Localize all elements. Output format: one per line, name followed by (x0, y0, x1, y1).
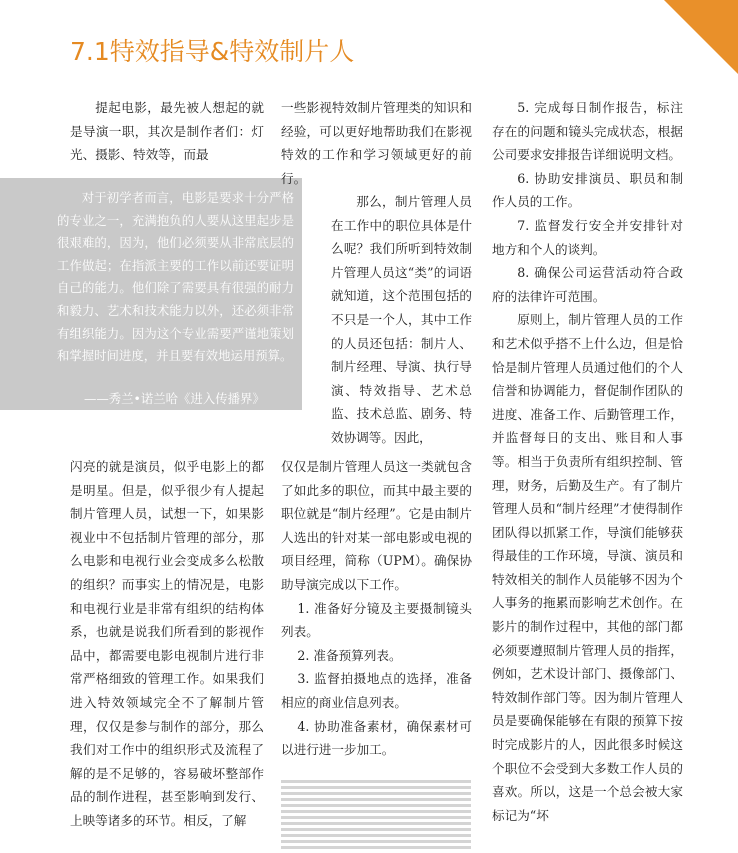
list-item: 1. 准备好分镜及主要摄制镜头列表。 (281, 600, 472, 640)
column-1-top (70, 96, 264, 167)
page-title: 7.1特效指导&特效制片人 (70, 37, 355, 66)
list-item: 3. 监督拍摄地点的选择，准备相应的商业信息列表。 (281, 671, 472, 710)
list-item: 8. 确保公司运营活动符合政府的法律许可范围。 (492, 265, 683, 304)
column-3 (492, 96, 683, 827)
decorative-lines (281, 780, 471, 850)
column-2-bottom (281, 455, 472, 762)
quote-attribution: ——秀兰•诺兰哈《进入传播界》 (84, 391, 265, 406)
column-2-paragraph-2: 那么，制片管理人员在工作中的职位具体是什么呢？我们所听到特效制片管理人员这“类”的词语就知道，这个范围包括的不只是一个人，其中工作的人员还包括：制片人、制片经理、导演、执行导演、特效指导、艺术总监、技术总监、剧务、特效协调等。因此， (331, 194, 472, 445)
list-item: 4. 协助准备素材，确保素材可以进行进一步加工。 (281, 718, 472, 758)
list-item: 2. 准备预算列表。 (297, 647, 402, 663)
quote-text: 对于初学者而言，电影是要求十分严格的专业之一，充满抱负的人要从这里起步是很艰难的，因为，他们必须要从非常底层的工作做起；在指派主要的工作以前还要证明自己的能力。他们除了需要具有很强的耐力和毅力、艺术和技术能力以外，还必须非常有组织能力。因为这个专业需要严谨地策划和掌握时间进度，并且要有效地运用预算。 (57, 190, 294, 364)
column-1-bottom (70, 455, 264, 833)
intro-paragraph-start: 提起电影，最先被人想起的就是导演一职，其次是制作者们：灯光、摄影、特效等，而最 (70, 100, 264, 163)
column-2-top (281, 96, 472, 190)
intro-paragraph-continued: 闪亮的就是演员，似乎电影上的都是明星。但是，似乎很少有人提起制片管理人员，试想一下，如果影视业中不包括制片管理的部分，那么电影和电视行业会变成多么松散的组织？而事实上的情况是，电影和电视行业是非常有组织的结构体系，也就是说我们所看到的影视作品中，都需要电影电视制片进行非常严格细致的管理工作。如果我们进入特效领域完全不了解制片管理，仅仅是参与制作的部分，那么我们对工作中的组织形式及流程了解的是不足够的，容易破坏整部作品的制作进程，甚至影响到发行、上映等诸多的环节。相反，了解 (70, 459, 264, 828)
list-item: 7. 监督发行安全并安排针对地方和个人的谈判。 (492, 217, 683, 257)
column-2-paragraph-3: 仅仅是制片管理人员这一类就包含了如此多的职位，而其中最主要的职位就是“制片经理”。它是由制片人选出的针对某一部电影或电视的项目经理，简称（UPM）。确保协助导演完成以下工作。 (281, 459, 472, 592)
column-3-paragraph: 原则上，制片管理人员的工作和艺术似乎搭不上什么边，但是恰恰是制片管理人员通过他们的个人信誉和协调能力，督促制作团队的进度、准备工作、后勤管理工作，并监督每日的支出、账目和人事等。相当于负责所有组织控制、管理，财务，后勤及生产。有了制片管理人员和“制片经理”才使得制作团队得以抓紧工作，导演们能够获得最佳的工作环境，导演、演员和特效相关的制作人员能够不因为个人事务的拖累而影响艺术创作。在影片的制作过程中，其他的部门都必须要遵照制片管理人员的指挥，例如，艺术设计部门、摄像部门、特效制作部门等。因为制片管理人员是要确保能够在有限的预算下按时完成影片的人，因此很多时候这个职位不会受到大多数工作人员的喜欢。所以，这是一个总会被大家标记为“坏 (492, 312, 683, 823)
column-2-paragraph-1: 一些影视特效制片管理类的知识和经验，可以更好地帮助我们在影视特效的工作和学习领域更好的前行。 (281, 100, 472, 186)
quote-text-block (57, 187, 294, 368)
corner-triangle-decoration (664, 0, 738, 74)
column-2-middle (331, 190, 472, 450)
list-item: 5. 完成每日制作报告，标注存在的问题和镜头完成状态，根据公司要求安排报告详细说明文档。 (492, 100, 683, 163)
list-item: 6. 协助安排演员、职员和制作人员的工作。 (492, 170, 683, 210)
